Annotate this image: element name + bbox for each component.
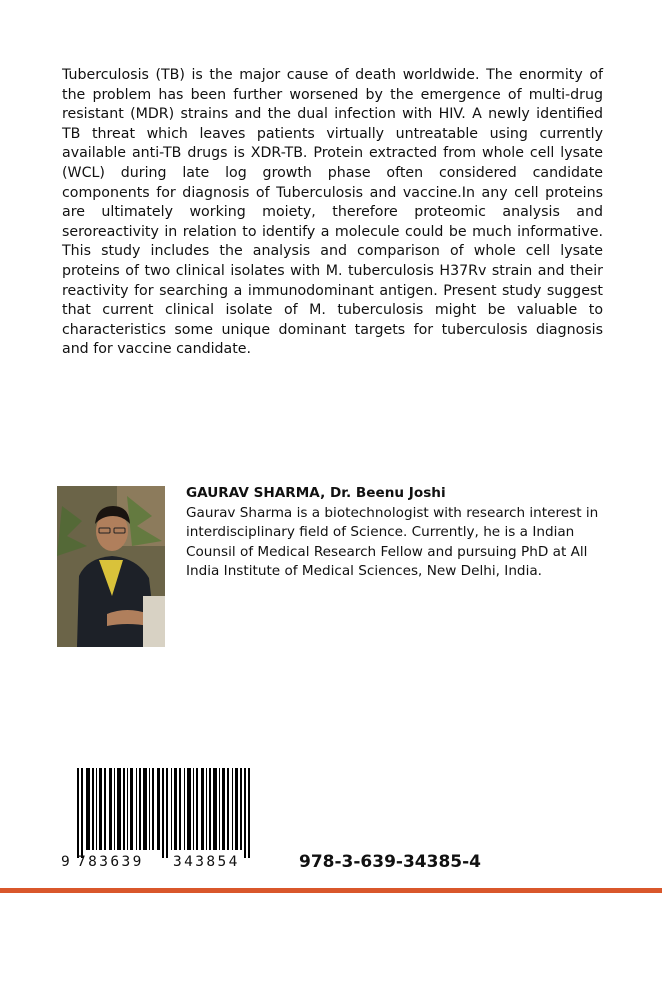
barcode-digit-first: 9: [61, 854, 70, 870]
abstract-text: Tuberculosis (TB) is the major cause of death worldwide. The enormity of the problem has been further worsened by the emergence of multi-drug resistant (MDR) strains and the dual infection with HIV. A newly identified TB threat which leaves patients virtually untreatable using currently available anti-TB drugs is XDR-TB. Protein extracted from whole cell lysate (WCL) during late log growth phase often considered candidate components for diagnosis of Tuberculosis and vaccine.In any cell proteins are ultimately working moiety, therefore proteomic analysis and seroreactivity in relation to identify a molecule could be much informative. This study includes the analysis and comparison of whole cell lysate proteins of two clinical isolates with M. tuberculosis H37Rv strain and their reactivity for searching a immunodominant antigen. Present study suggest that current clinical isolate of M. tuberculosis might be valuable to characteristics some unique dominant targets for tuberculosis diagnosis and for vaccine candidate.: [62, 67, 603, 358]
barcode: [63, 768, 263, 876]
barcode-digits-left: 783639: [77, 854, 144, 870]
author-photo-image: [57, 486, 165, 647]
isbn: 978-3-639-34385-4: [299, 852, 481, 872]
barcode-bars: [63, 768, 263, 858]
footer-rule: [0, 888, 662, 893]
author-section: [57, 484, 617, 649]
author-info: [186, 484, 616, 582]
author-photo: [57, 486, 165, 647]
author-names: GAURAV SHARMA, Dr. Beenu Joshi: [186, 485, 446, 501]
barcode-digits-right: 343854: [173, 854, 240, 870]
author-bio: Gaurav Sharma is a biotechnologist with research interest in interdisciplinary field of Science. Currently, he is a Indian Counsil of Medical Research Fellow and pursuing PhD at All India Institute of Medical Sciences, New Delhi, India.: [186, 504, 599, 580]
barcode-digits: [63, 854, 263, 872]
